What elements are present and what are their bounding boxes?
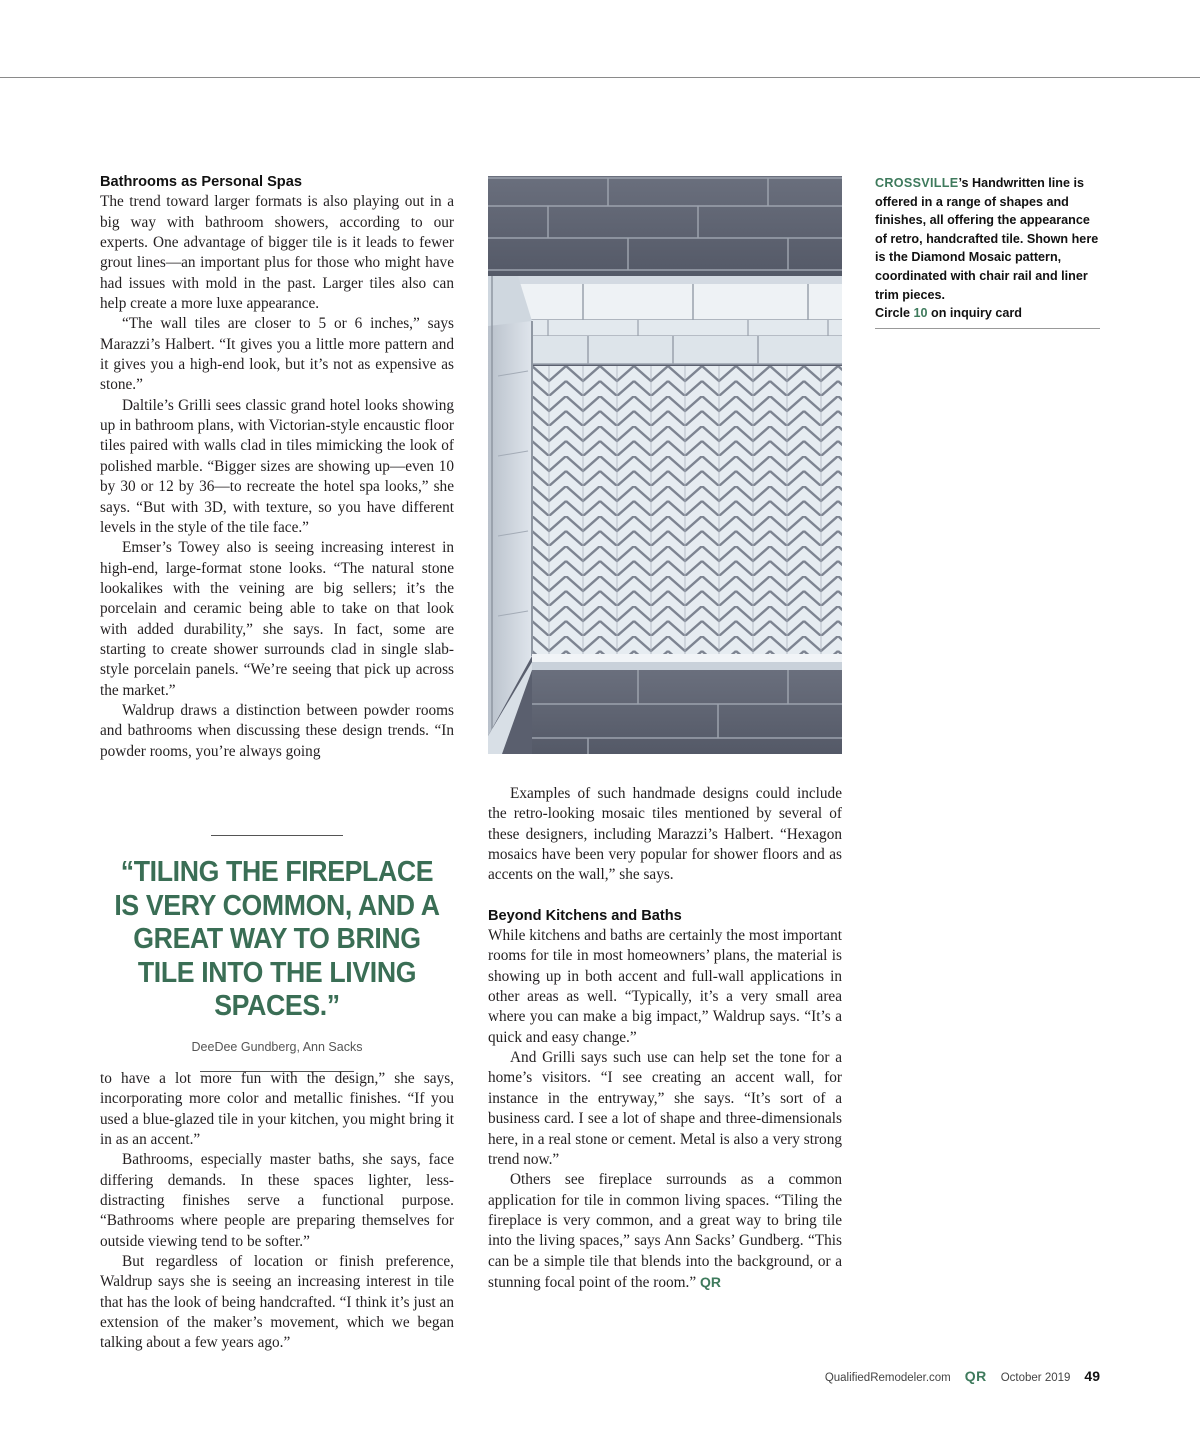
section-heading-beyond: Beyond Kitchens and Baths: [488, 907, 682, 924]
inquiry-number: 10: [913, 306, 928, 321]
body-paragraph: to have a lot more fun with the design,” she says, incorporating more color and metallic finishes. “If you used a blue-glazed tile in your kitchen, you might bring it in as an accent.”: [100, 1070, 454, 1149]
section-heading-bathrooms: Bathrooms as Personal Spas: [100, 174, 302, 190]
caption-body: [875, 174, 1100, 304]
page-footer: [825, 1368, 1100, 1384]
body-paragraph: Emser’s Towey also is seeing increasing interest in high-end, large-format stone looks. “The natural stone lookalikes with the veining are big sellers; it’s the porcelain and ceramic being able to take on that look with added durability,” she says. In fact, some are starting to create shower surrounds clad in single slab-style porcelain panels. “We’re seeing that pick up across the market.”: [100, 539, 454, 699]
body-paragraph: The trend toward larger formats is also playing out in a big way with bathroom showers, according to our experts. One advantage of bigger tile is it leads to fewer grout lines—an important plus for those who might have had issues with mold in the past. Larger tiles also can help create a more luxe appearance.: [100, 193, 454, 313]
caption-text: ’s Handwritten line is offered in a range of shapes and finishes, all offering the appearance of retro, handcrafted tile. Shown here is the Diamond Mosaic pattern, coordinated with chair rail and liner trim pieces.: [875, 176, 1099, 302]
footer-date: October 2019: [1000, 1372, 1071, 1384]
inquiry-prefix: Circle: [875, 306, 914, 321]
photo-caption: [875, 174, 1100, 323]
body-paragraph: Examples of such handmade designs could include the retro-looking mosaic tiles mentioned by several of these designers, including Marazzi’s Halbert. “Hexagon mosaics have been very popular for shower floors and as accents on the wall,” she says.: [488, 785, 842, 884]
pull-quote-attribution: DeeDee Gundberg, Ann Sacks: [191, 1039, 363, 1054]
body-paragraph: Bathrooms, especially master baths, she says, face differing demands. In these spaces lighter, less-distracting finishes serve a functional purpose. “Bathrooms where people are preparing themselves for outside viewing tend to be softer.”: [100, 1151, 454, 1250]
footer-site: QualifiedRemodeler.com: [824, 1372, 951, 1384]
end-mark: QR: [700, 1273, 721, 1290]
body-paragraph: “The wall tiles are closer to 5 or 6 inches,” says Marazzi’s Halbert. “It gives you a little more pattern and it gives you a high-end look, but it’s not as expensive as stone.”: [100, 315, 454, 394]
caption-brand: CROSSVILLE: [875, 176, 959, 190]
top-rule: [0, 77, 1200, 78]
pull-quote-rule-top: [211, 835, 343, 836]
tile-niche-photo: [488, 176, 842, 754]
body-paragraph: Daltile’s Grilli sees classic grand hotel looks showing up in bathroom plans, with Victorian-style encaustic floor tiles paired with walls clad in tiles mimicking the look of polished marble. “Bigger sizes are showing up—even 10 by 30 or 12 by 36—to recreate the hotel spa looks,” she says. “But with 3D, with texture, so you have different levels in the style of the tile face.”: [100, 396, 454, 536]
pull-quote-text: “TILING THE FIREPLACE IS VERY COMMON, AND A GREAT WAY TO BRING TILE INTO THE LIVING SPACES.”: [114, 856, 440, 1022]
inquiry-suffix: on inquiry card: [927, 306, 1022, 321]
article-column-2: [488, 784, 842, 1293]
final-paragraph-text: Others see fireplace surrounds as a common application for tile in common living spaces. “Tiling the fireplace is very common, and a great way to bring tile into the living spaces,” says Ann Sacks’ Gundberg. “This can be a simple tile that blends into the background, or a stunning focal point of the room.”: [488, 1171, 842, 1291]
article-column-1-top: [100, 172, 454, 762]
body-paragraph: Waldrup draws a distinction between powder rooms and bathrooms when discussing these design trends. “In powder rooms, you’re always going: [100, 701, 454, 760]
body-paragraph: And Grilli says such use can help set the tone for a home’s visitors. “I see creating an accent wall, for instance in the entryway,” she says. “It’s sort of a business card. I see a lot of shape and three-dimensionals here, in a real stone or cement. Metal is also a very strong trend now.”: [488, 1049, 842, 1168]
inquiry-callout: [875, 304, 1100, 323]
footer-logo: QR: [964, 1368, 987, 1384]
tile-photo-illustration: [488, 176, 842, 754]
page-number: 49: [1084, 1368, 1100, 1384]
body-paragraph: But regardless of location or finish preference, Waldrup says she is seeing an increasing interest in tile that has the look of being handcrafted. “I think it’s just an extension of the maker’s movement, which we began talking about a few years ago.”: [100, 1253, 454, 1352]
article-column-1-bottom: [100, 1069, 454, 1354]
body-paragraph-final: [488, 1170, 842, 1293]
pull-quote: [100, 826, 454, 1072]
body-paragraph: While kitchens and baths are certainly the most important rooms for tile in most homeowners’ plans, the material is showing up in both accent and full-wall applications in other areas as well. “Typically, it’s a very small area where you can make a big impact,” Waldrup says. “It’s a quick and easy change.”: [488, 927, 842, 1046]
caption-rule: [875, 328, 1100, 329]
